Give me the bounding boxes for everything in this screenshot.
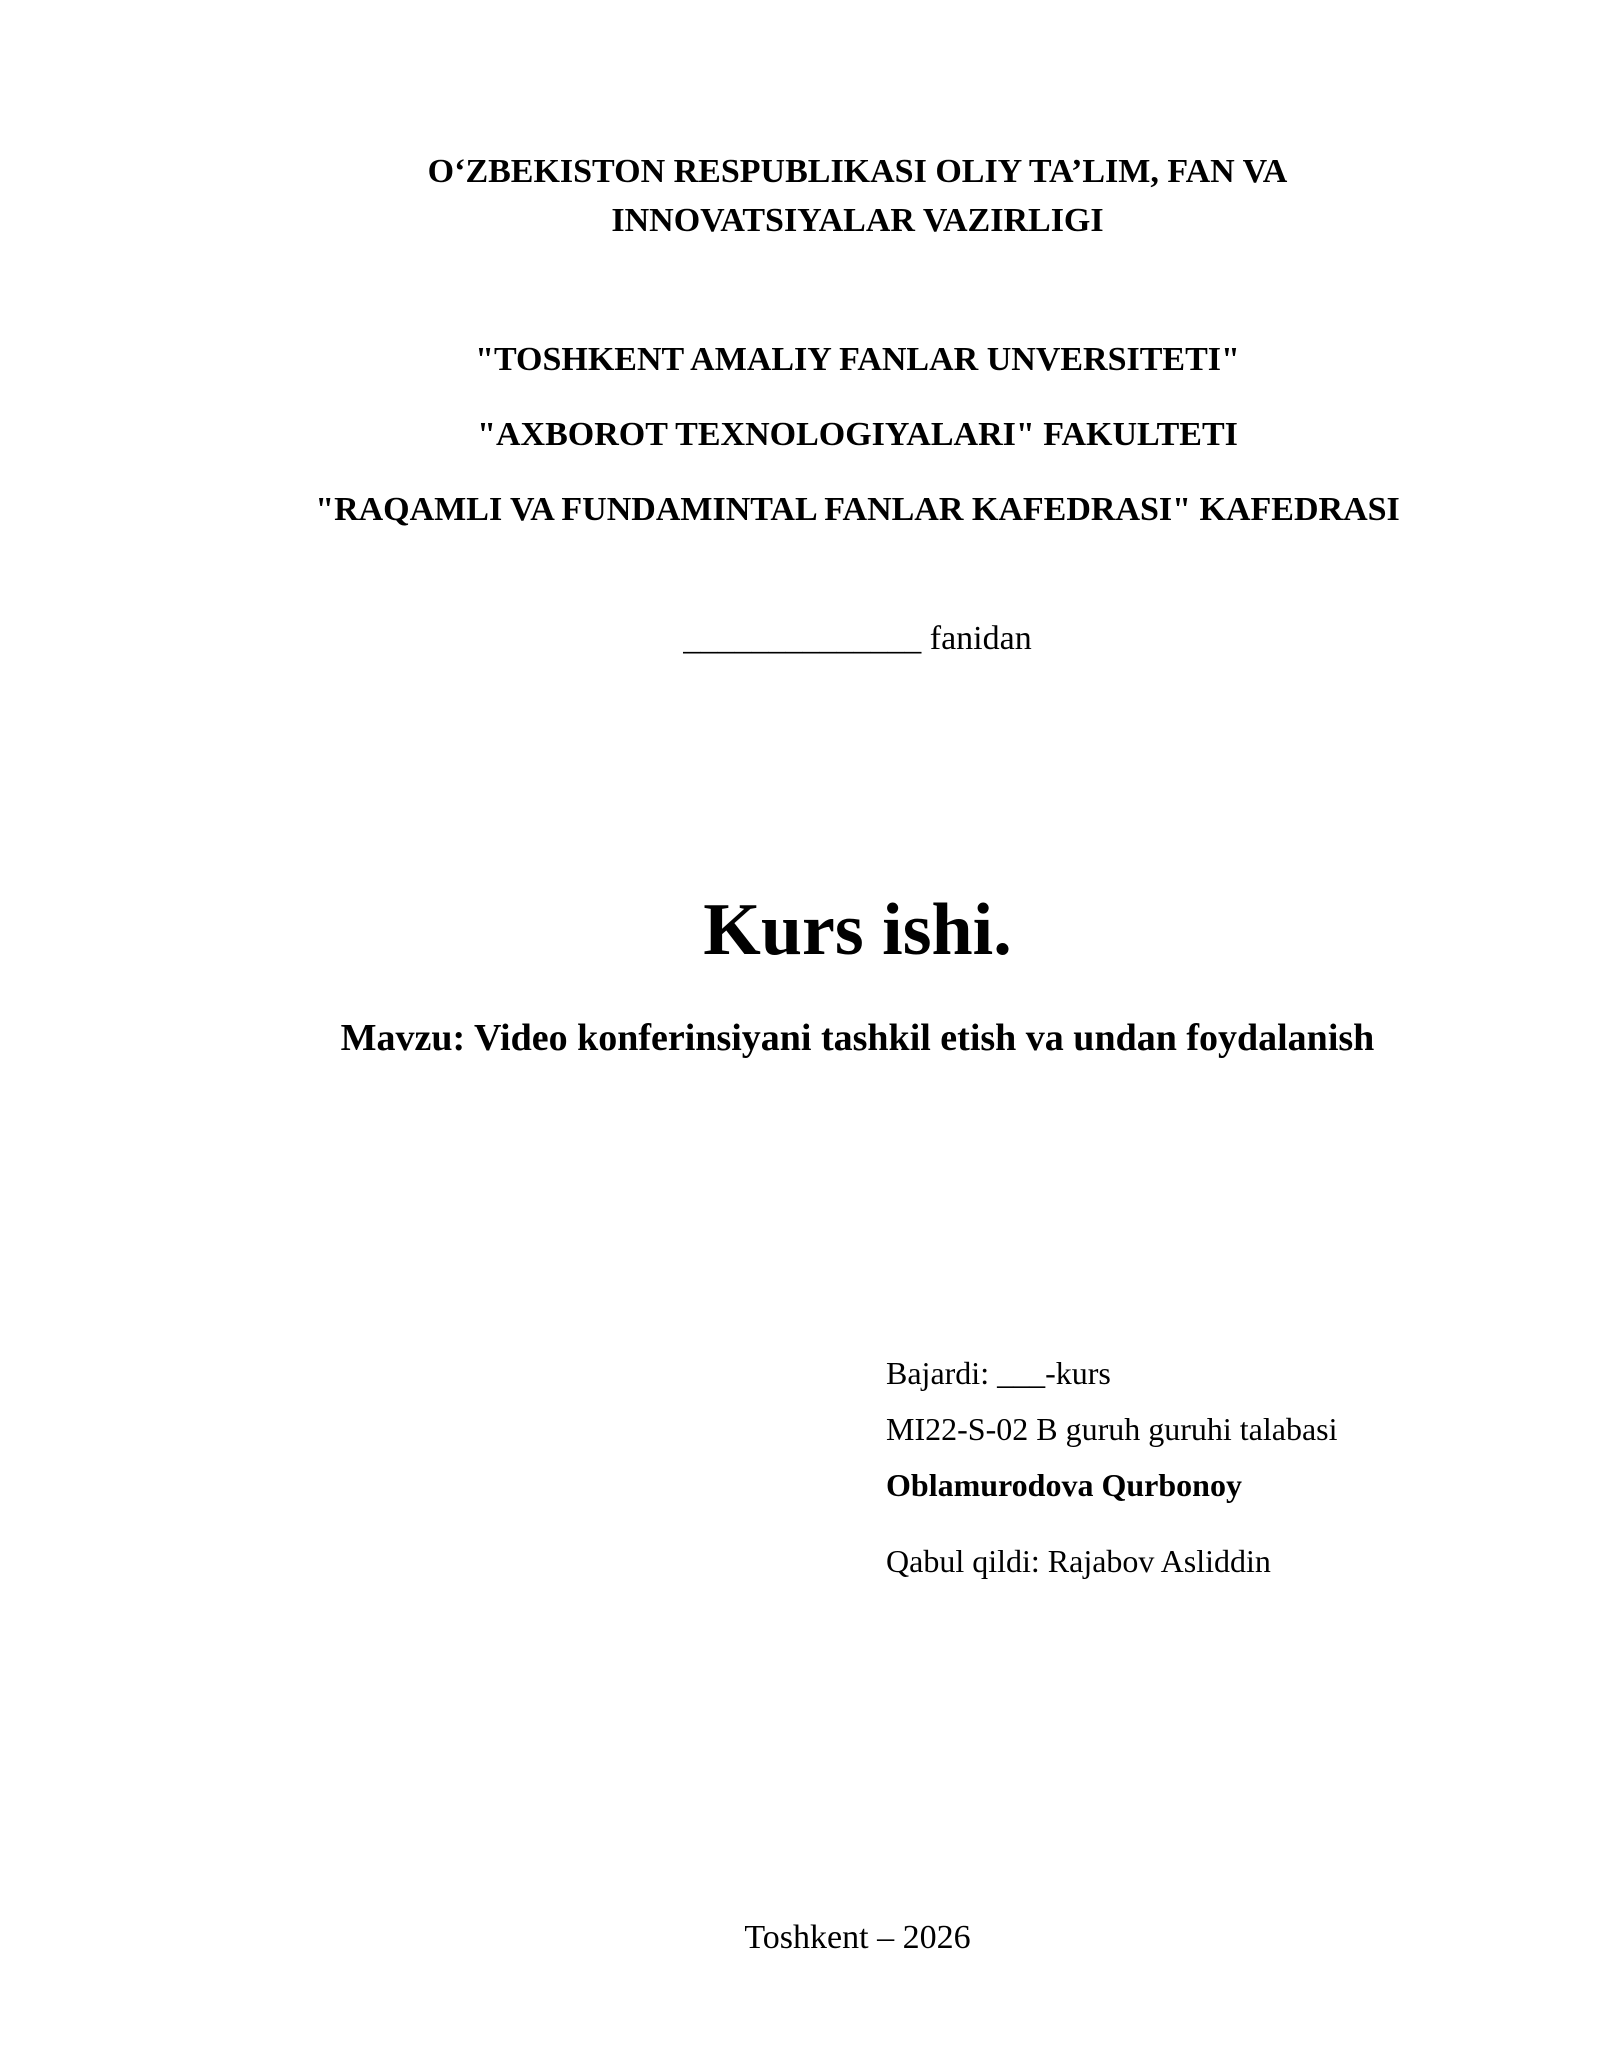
faculty-name: "AXBOROT TEXNOLOGIYALARI" FAKULTETI <box>477 416 1238 453</box>
topic-line: Mavzu: Video konferinsiyani tashkil etish va undan foydalanish <box>340 1017 1375 1059</box>
subject-line: ______________ fanidan <box>683 620 1032 657</box>
university-name: "TOSHKENT AMALIY FANLAR UNVERSITETI" <box>475 341 1240 378</box>
performed-by: Bajardi: ___-kurs <box>886 1355 1111 1391</box>
group-line: MI22-S-02 B guruh guruhi talabasi <box>886 1411 1338 1447</box>
department-name: "RAQAMLI VA FUNDAMINTAL FANLAR KAFEDRASI" KAFEDRASI <box>315 491 1400 528</box>
student-name: Oblamurodova Qurbonoy <box>886 1467 1242 1503</box>
accepted-by: Qabul qildi: Rajabov Asliddin <box>886 1543 1271 1579</box>
ministry-line-1: O‘ZBEKISTON RESPUBLIKASI OLIY TA’LIM, FAN VA <box>427 153 1288 190</box>
footer-city-year: Toshkent – 2026 <box>744 1919 971 1956</box>
document-title: Kurs ishi. <box>703 889 1012 971</box>
ministry-line-2: INNOVATSIYALAR VAZIRLIGI <box>611 202 1104 239</box>
